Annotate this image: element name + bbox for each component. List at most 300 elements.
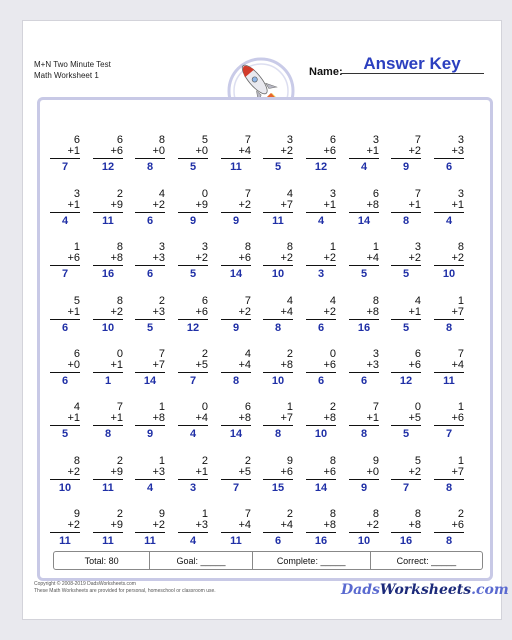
problem-addend: +2 [451,252,464,264]
problem-addend: +8 [238,412,251,424]
problem-1-8 [349,135,379,173]
problem-answer: 16 [314,535,328,547]
problem-7-10 [434,456,464,494]
problem-answer: 7 [61,268,69,280]
problem-top-number: 7 [158,348,165,360]
problem-5-6 [263,349,293,387]
problem-addend: +3 [195,519,208,531]
problem-rule [93,158,123,159]
problem-rule [434,479,464,480]
problem-top-number: 2 [201,348,208,360]
problem-rule [434,372,464,373]
problem-rule [135,479,165,480]
problem-1-4 [178,135,208,173]
problem-answer: 16 [101,268,115,280]
problem-rule [50,158,80,159]
problem-top-number: 4 [158,188,165,200]
problem-1-5 [221,135,251,173]
problem-rule [178,265,208,266]
problem-rule [391,265,421,266]
problem-addend: +2 [408,252,421,264]
problem-8-5 [221,509,251,547]
problem-top-number: 9 [372,455,379,467]
problem-answer: 12 [101,161,115,173]
problem-rule [135,319,165,320]
problem-addend: +2 [323,252,336,264]
problem-top-number: 1 [201,508,208,520]
problem-answer: 11 [230,161,242,173]
problem-addend: +1 [366,412,379,424]
problem-addend: +1 [110,412,123,424]
problem-top-number: 2 [158,295,165,307]
problem-rule [50,479,80,480]
problem-answer: 6 [317,322,325,334]
problem-top-number: 8 [116,295,123,307]
problem-top-number: 4 [286,295,293,307]
problem-4-3 [135,296,165,334]
problem-addend: +2 [408,145,421,157]
problem-rule [391,532,421,533]
problem-addend: +2 [152,519,165,531]
problem-rule [391,319,421,320]
problem-addend: +2 [408,466,421,478]
problem-answer: 9 [189,215,197,227]
problem-3-3 [135,242,165,280]
problem-answer: 5 [402,268,410,280]
problem-1-6 [263,135,293,173]
problem-answer: 11 [272,215,284,227]
problem-rule [178,372,208,373]
problem-rule [306,372,336,373]
problem-top-number: 9 [158,508,165,520]
complete-field: Complete: _____ [253,552,371,569]
problem-rule [178,532,208,533]
problem-top-number: 7 [414,188,421,200]
problem-rule [349,372,379,373]
problem-rule [50,425,80,426]
problem-top-number: 6 [372,188,379,200]
problem-top-number: 6 [116,134,123,146]
problem-answer: 4 [189,428,197,440]
problem-top-number: 0 [414,401,421,413]
problem-answer: 4 [189,535,197,547]
problem-rule [306,479,336,480]
problem-rule [391,158,421,159]
problem-answer: 5 [189,268,197,280]
name-underline [341,73,484,74]
problem-addend: +8 [152,412,165,424]
problem-rule [434,319,464,320]
problem-answer: 5 [189,161,197,173]
problem-8-7 [306,509,336,547]
problem-answer: 7 [232,482,240,494]
brand-part-1: Dads [341,582,380,598]
problem-3-10 [434,242,464,280]
problem-top-number: 2 [329,401,336,413]
problem-answer: 8 [104,428,112,440]
problem-3-7 [306,242,336,280]
problem-answer: 12 [314,161,328,173]
problem-addend: +7 [451,306,464,318]
problem-addend: +8 [323,519,336,531]
problem-2-6 [263,189,293,227]
problem-top-number: 3 [372,348,379,360]
problem-addend: +8 [408,519,421,531]
problem-answer: 3 [189,482,197,494]
problem-addend: +7 [280,199,293,211]
problem-addend: +3 [152,306,165,318]
problem-answer: 6 [445,161,453,173]
problem-addend: +6 [323,145,336,157]
problem-top-number: 3 [73,188,80,200]
problem-5-5 [221,349,251,387]
problem-answer: 11 [59,535,71,547]
problem-4-1 [50,296,80,334]
problem-answer: 11 [230,535,242,547]
problem-addend: +4 [366,252,379,264]
problem-addend: +1 [110,359,123,371]
problem-top-number: 8 [116,241,123,253]
problem-5-7 [306,349,336,387]
problem-top-number: 1 [329,241,336,253]
problem-4-6 [263,296,293,334]
problem-addend: +5 [238,466,251,478]
problem-answer: 14 [314,482,328,494]
problem-1-3 [135,135,165,173]
problem-2-8 [349,189,379,227]
problem-rule [135,372,165,373]
problem-top-number: 5 [201,134,208,146]
worksheet [22,20,509,620]
problem-top-number: 3 [372,134,379,146]
problem-rule [221,158,251,159]
problem-3-5 [221,242,251,280]
problem-addend: +6 [280,466,293,478]
problem-answer: 11 [102,482,114,494]
problem-top-number: 9 [73,508,80,520]
problem-answer: 12 [186,322,200,334]
problem-top-number: 2 [286,508,293,520]
problem-rule [221,212,251,213]
problem-top-number: 2 [201,455,208,467]
problem-answer: 7 [189,375,197,387]
problem-answer: 7 [402,482,410,494]
problem-answer: 6 [61,322,69,334]
brand-logo [341,582,509,598]
problem-4-4 [178,296,208,334]
problem-answer: 8 [274,428,282,440]
problem-rule [434,212,464,213]
problem-3-9 [391,242,421,280]
problem-5-3 [135,349,165,387]
problem-top-number: 2 [116,508,123,520]
problem-addend: +1 [195,466,208,478]
problem-addend: +3 [366,359,379,371]
problem-addend: +1 [323,199,336,211]
problem-2-1 [50,189,80,227]
problem-rule [349,425,379,426]
problem-7-2 [93,456,123,494]
problem-rule [306,532,336,533]
problem-top-number: 2 [244,455,251,467]
problem-rule [306,158,336,159]
problem-4-7 [306,296,336,334]
problem-addend: +0 [366,466,379,478]
problem-addend: +1 [67,412,80,424]
problem-8-6 [263,509,293,547]
problem-addend: +7 [451,466,464,478]
problem-addend: +1 [67,145,80,157]
problem-answer: 6 [146,268,154,280]
problem-top-number: 0 [201,401,208,413]
problem-answer: 4 [146,482,154,494]
problem-top-number: 6 [244,401,251,413]
problem-1-9 [391,135,421,173]
problem-rule [391,372,421,373]
problem-answer: 11 [144,535,156,547]
problem-5-2 [93,349,123,387]
problem-top-number: 2 [116,455,123,467]
problem-answer: 6 [274,535,282,547]
problem-4-5 [221,296,251,334]
problem-6-8 [349,402,379,440]
problem-answer: 9 [402,161,410,173]
problem-6-6 [263,402,293,440]
problem-answer: 3 [317,268,325,280]
problem-answer: 11 [443,375,455,387]
problem-addend: +2 [110,306,123,318]
problem-answer: 7 [61,161,69,173]
problem-2-3 [135,189,165,227]
problem-addend: +2 [152,199,165,211]
problem-top-number: 6 [414,348,421,360]
problem-addend: +1 [366,145,379,157]
problem-top-number: 7 [372,401,379,413]
problem-2-7 [306,189,336,227]
problem-answer: 8 [360,428,368,440]
problem-answer: 12 [399,375,413,387]
problem-top-number: 3 [329,188,336,200]
problem-top-number: 1 [73,241,80,253]
problem-top-number: 1 [372,241,379,253]
problem-answer: 9 [146,428,154,440]
problem-top-number: 3 [457,134,464,146]
problem-rule [306,212,336,213]
problem-top-number: 4 [286,188,293,200]
brand-part-2: Worksheets [379,582,472,598]
problem-answer: 8 [146,161,154,173]
problem-3-4 [178,242,208,280]
problem-rule [50,265,80,266]
problem-answer: 14 [143,375,157,387]
problem-answer: 14 [229,428,243,440]
copyright-line-1: Copyright © 2008-2019 DadsWorksheets.com [34,581,136,587]
problem-7-8 [349,456,379,494]
problem-rule [263,158,293,159]
problem-rule [93,212,123,213]
problem-rule [349,212,379,213]
problem-addend: +0 [152,145,165,157]
problem-answer: 6 [146,215,154,227]
problem-rule [135,532,165,533]
problem-addend: +1 [408,306,421,318]
problem-3-6 [263,242,293,280]
problem-rule [349,158,379,159]
problem-rule [178,425,208,426]
problem-2-10 [434,189,464,227]
problem-addend: +4 [280,519,293,531]
problem-top-number: 3 [158,241,165,253]
problem-answer: 10 [271,268,285,280]
problem-rule [434,158,464,159]
problem-rule [93,479,123,480]
problem-addend: +6 [451,412,464,424]
problem-addend: +9 [195,199,208,211]
problem-rule [349,319,379,320]
problem-rule [178,479,208,480]
problem-answer: 10 [271,375,285,387]
problem-addend: +6 [323,466,336,478]
problem-4-8 [349,296,379,334]
problem-8-2 [93,509,123,547]
problem-rule [50,319,80,320]
problem-rule [434,265,464,266]
problem-rule [178,212,208,213]
problem-top-number: 2 [286,348,293,360]
problem-rule [93,265,123,266]
problem-top-number: 7 [414,134,421,146]
problem-addend: +1 [408,199,421,211]
problem-answer: 10 [314,428,328,440]
total-label: Total: 80 [54,552,150,569]
problem-rule [263,372,293,373]
problem-top-number: 3 [286,134,293,146]
problem-rule [178,319,208,320]
problem-addend: +8 [323,412,336,424]
problem-rule [391,212,421,213]
problem-answer: 6 [360,375,368,387]
problem-top-number: 0 [329,348,336,360]
problem-1-7 [306,135,336,173]
problem-7-4 [178,456,208,494]
problem-top-number: 5 [73,295,80,307]
problem-6-9 [391,402,421,440]
problem-answer: 1 [104,375,112,387]
problem-rule [349,479,379,480]
problem-2-2 [93,189,123,227]
problem-top-number: 8 [457,241,464,253]
problem-addend: +6 [323,359,336,371]
problem-top-number: 7 [244,295,251,307]
problem-1-2 [93,135,123,173]
problem-answer: 5 [402,322,410,334]
problem-answer: 8 [274,322,282,334]
problem-rule [221,479,251,480]
problem-rule [221,532,251,533]
problem-top-number: 0 [201,188,208,200]
problem-8-3 [135,509,165,547]
problem-top-number: 8 [73,455,80,467]
problem-rule [93,425,123,426]
problem-answer: 7 [445,428,453,440]
problem-answer: 10 [58,482,72,494]
problem-addend: +9 [110,199,123,211]
problem-2-9 [391,189,421,227]
problem-addend: +9 [110,466,123,478]
problem-7-9 [391,456,421,494]
problem-top-number: 8 [286,241,293,253]
problem-answer: 8 [232,375,240,387]
problem-rule [306,319,336,320]
problem-rule [263,425,293,426]
name-label: Name: [309,66,343,78]
problem-addend: +4 [195,412,208,424]
problem-top-number: 3 [201,241,208,253]
problem-rule [391,479,421,480]
problem-6-2 [93,402,123,440]
problem-rule [349,532,379,533]
problem-rule [135,265,165,266]
problem-addend: +3 [152,466,165,478]
problem-2-5 [221,189,251,227]
copyright-line-2: These Math Worksheets are provided for personal, homeschool or classroom use. [34,588,216,594]
problem-top-number: 8 [329,508,336,520]
problem-addend: +4 [238,145,251,157]
problem-top-number: 1 [457,295,464,307]
problem-rule [263,532,293,533]
problem-8-9 [391,509,421,547]
problem-top-number: 7 [244,188,251,200]
problem-addend: +2 [67,466,80,478]
problem-rule [263,479,293,480]
problem-5-10 [434,349,464,387]
problem-top-number: 1 [457,455,464,467]
problem-addend: +2 [366,519,379,531]
problem-3-8 [349,242,379,280]
problem-rule [263,212,293,213]
problem-rule [263,319,293,320]
worksheet-title [34,59,111,81]
problem-answer: 14 [229,268,243,280]
problem-6-7 [306,402,336,440]
problem-addend: +2 [238,199,251,211]
problem-rule [349,265,379,266]
problem-rule [306,425,336,426]
problem-addend: +7 [280,412,293,424]
problem-top-number: 8 [329,455,336,467]
problem-top-number: 6 [73,348,80,360]
problem-top-number: 7 [244,508,251,520]
problem-addend: +0 [195,145,208,157]
problem-addend: +2 [238,306,251,318]
problem-top-number: 1 [286,401,293,413]
problem-addend: +3 [152,252,165,264]
problem-5-9 [391,349,421,387]
problem-6-10 [434,402,464,440]
problem-addend: +2 [323,306,336,318]
problem-8-1 [50,509,80,547]
problem-top-number: 8 [372,295,379,307]
copyright-notice [34,581,216,595]
problem-answer: 16 [399,535,413,547]
problem-addend: +6 [408,359,421,371]
problem-top-number: 5 [414,455,421,467]
problem-rule [221,425,251,426]
problem-addend: +5 [408,412,421,424]
problem-top-number: 3 [457,188,464,200]
problem-rule [135,425,165,426]
problem-3-1 [50,242,80,280]
